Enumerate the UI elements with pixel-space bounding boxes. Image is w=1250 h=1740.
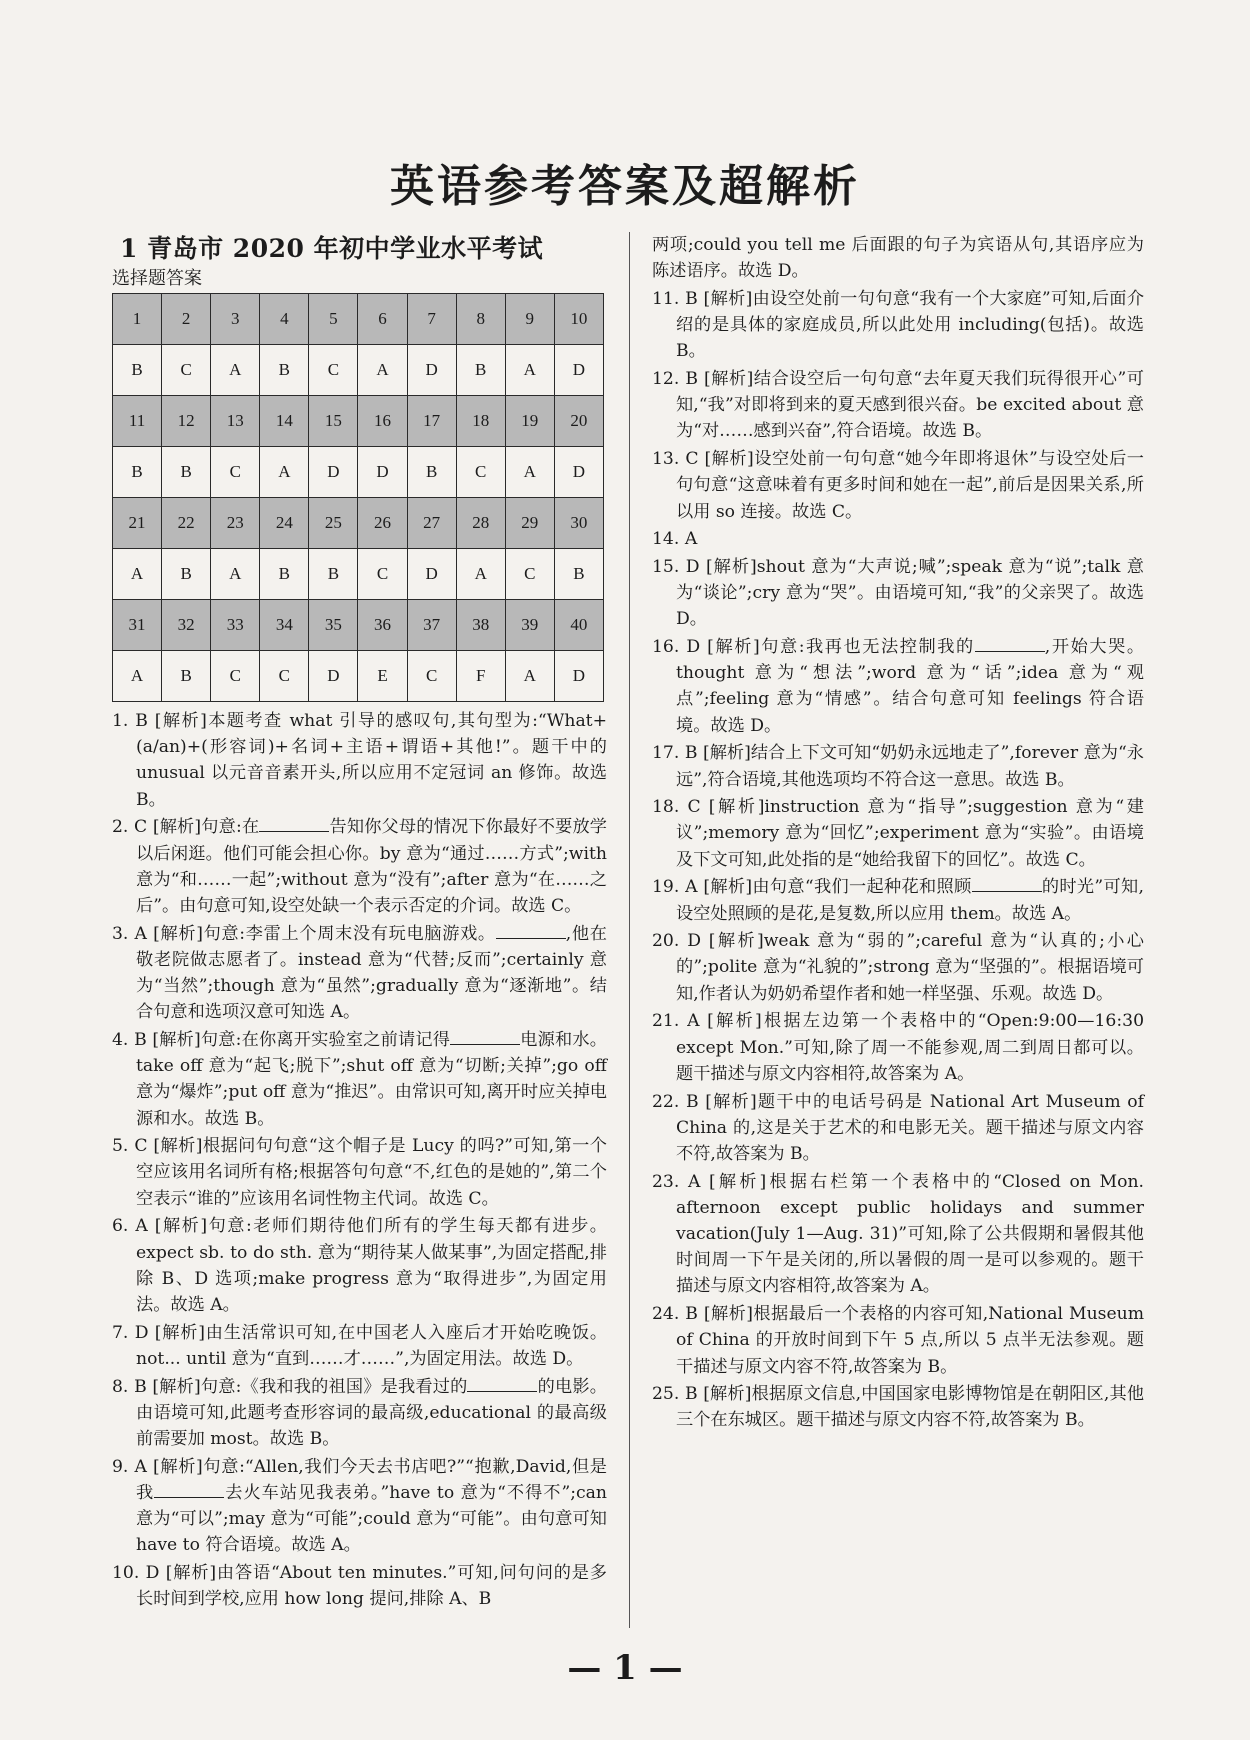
- question-number-cell: 21: [113, 498, 162, 549]
- answer-cell: D: [309, 447, 358, 498]
- entry-number: 18.: [652, 797, 680, 818]
- answer-cell: C: [211, 651, 260, 702]
- fill-in-blank: [450, 1030, 520, 1045]
- explanation-entry: [652, 874, 1144, 926]
- fill-in-blank: [467, 1377, 537, 1392]
- answer-cell: D: [407, 549, 456, 600]
- answer-cell: D: [554, 345, 603, 396]
- explanation-entry: [652, 446, 1144, 525]
- answer-cell: C: [211, 447, 260, 498]
- question-number-cell: 29: [505, 498, 554, 549]
- entry-text: B [解析]结合设空后一句句意“去年夏天我们玩得很开心”可知,“我”对即将到来的夏天感到很兴奋。be excited about 意为“对……感到兴奋”,符合语境。故选 B。: [676, 369, 1144, 442]
- answer-cell: B: [309, 549, 358, 600]
- question-number-cell: 28: [456, 498, 505, 549]
- left-column: [112, 232, 607, 1614]
- entry-number: 4.: [112, 1029, 129, 1050]
- entry-number: 13.: [652, 449, 680, 470]
- question-number-cell: 34: [260, 600, 309, 651]
- explanation-entry: [112, 1454, 607, 1559]
- answer-cell: A: [211, 549, 260, 600]
- entry-number: 20.: [652, 931, 680, 952]
- answer-cell: B: [407, 447, 456, 498]
- question-number-cell: 20: [554, 396, 603, 447]
- entry-text: B [解析]根据原文信息,中国国家电影博物馆是在朝阳区,其他三个在东城区。题干描述与原文内容不符,故答案为 B。: [676, 1384, 1145, 1431]
- explanation-entry: [652, 794, 1144, 873]
- question-number-cell: 5: [309, 294, 358, 345]
- explanation-entry: [652, 740, 1144, 792]
- explanation-entry: [112, 814, 607, 919]
- explanation-entry: [652, 526, 1144, 552]
- question-number-cell: 17: [407, 396, 456, 447]
- answer-row: [113, 447, 604, 498]
- fill-in-blank: [972, 877, 1042, 892]
- question-number-cell: 23: [211, 498, 260, 549]
- question-number-cell: 18: [456, 396, 505, 447]
- entry-number: 22.: [652, 1091, 680, 1112]
- entry-text: D [解析]由答语“About ten minutes.”可知,问句问的是多长时间到学校,应用 how long 提问,排除 A、B: [136, 1563, 607, 1610]
- entry-text: C [解析]设空处前一句句意“她今年即将退休”与设空处后一句句意“这意味着有更多时间和她在一起”,前后是因果关系,所以用 so 连接。故选 C。: [676, 449, 1144, 522]
- entry-text: D [解析]句意:我再也无法控制我的: [686, 637, 975, 658]
- entry-text: ,他在敬老院做志愿者了。instead 意为“代替;反而”;certainly 意为“当然”;though 意为“虽然”;gradually 意为“逐渐地”。结合句意和选项汉意可知选 A。: [136, 923, 607, 1023]
- answer-cell: C: [309, 345, 358, 396]
- answer-cell: B: [113, 447, 162, 498]
- answer-cell: A: [113, 651, 162, 702]
- entry-text: D [解析]weak 意为“弱的”;careful 意为“认真的;小心的”;polite 意为“礼貌的”;strong 意为“坚强的”。根据语境可知,作者认为奶奶希望作者和她一样坚强、乐观。故选 D。: [676, 931, 1144, 1004]
- explanation-entry: [652, 1169, 1144, 1300]
- answer-cell: B: [456, 345, 505, 396]
- entry-number: 15.: [652, 556, 680, 577]
- question-number-cell: 24: [260, 498, 309, 549]
- entry-number: 10.: [112, 1563, 140, 1583]
- question-number-row: [113, 396, 604, 447]
- question-number-cell: 27: [407, 498, 456, 549]
- entry-number: 7.: [112, 1322, 129, 1343]
- question-number-cell: 37: [407, 600, 456, 651]
- column-divider: [629, 232, 630, 1628]
- entry-number: 23.: [652, 1171, 680, 1192]
- entry-number: 24.: [652, 1304, 680, 1325]
- entry-number: 8.: [112, 1376, 129, 1397]
- question-number-row: [113, 600, 604, 651]
- answer-cell: A: [211, 345, 260, 396]
- question-number-cell: 9: [505, 294, 554, 345]
- question-number-cell: 36: [358, 600, 407, 651]
- answer-cell: F: [456, 651, 505, 702]
- question-number-cell: 16: [358, 396, 407, 447]
- entry-text: A [解析]根据右栏第一个表格中的“Closed on Mon. afternoon except public holidays and summer vacation(July 1—Aug. 31)”可知,除了公共假期和暑假其他时间周一下午是关闭的,所以暑假的周一是可以参观的。题干描述与原文内容相符,故答案为 A。: [676, 1171, 1145, 1297]
- answer-cell: A: [113, 549, 162, 600]
- fill-in-blank: [496, 924, 566, 939]
- answer-cell: C: [505, 549, 554, 600]
- question-number-cell: 32: [162, 600, 211, 651]
- explanation-entry: [112, 1027, 607, 1132]
- explanation-entry: [112, 1213, 607, 1318]
- entry-text: C [解析]instruction 意为“指导”;suggestion 意为“建议”;memory 意为“回忆”;experiment 意为“实验”。由语境及下文可知,此处指的是“她给我留下的回忆”。故选 C。: [676, 797, 1144, 870]
- answer-cell: C: [162, 345, 211, 396]
- question-number-cell: 2: [162, 294, 211, 345]
- explanation-entry: [112, 1320, 607, 1372]
- answer-row: [113, 651, 604, 702]
- question-number-cell: 1: [113, 294, 162, 345]
- right-entries: [652, 232, 1144, 1434]
- page-number: — 1 —: [567, 1648, 683, 1688]
- answer-cell: B: [554, 549, 603, 600]
- entry-text: D [解析]shout 意为“大声说;喊”;speak 意为“说”;talk 意为“谈论”;cry 意为“哭”。由语境可知,“我”的父亲哭了。故选 D。: [676, 556, 1144, 630]
- explanation-entry: [112, 1560, 607, 1612]
- entry-number: 6.: [112, 1216, 129, 1237]
- entry-text: 的电影。由语境可知,此题考查形容词的最高级,educational 的最高级前需要加 most。故选 B。: [136, 1376, 607, 1449]
- explanation-entry: [112, 1374, 607, 1453]
- fill-in-blank: [259, 817, 329, 832]
- entry-number: 14.: [652, 529, 680, 550]
- entry-text: 告知你父母的情况下你最好不要放学以后闲逛。他们可能会担心你。by 意为“通过……方式”;with 意为“和……一起”;without 意为“没有”;after 意为“在……之后”。由句意可知,设空处缺一个表示否定的介词。故选 C。: [136, 817, 607, 916]
- entry-number: 16.: [652, 637, 680, 658]
- explanation-entry: [112, 1133, 607, 1212]
- explanation-entry: [652, 232, 1144, 284]
- question-number-cell: 13: [211, 396, 260, 447]
- answer-cell: B: [162, 447, 211, 498]
- answer-table: [112, 293, 604, 702]
- answer-cell: C: [260, 651, 309, 702]
- question-number-cell: 35: [309, 600, 358, 651]
- entry-text: C [解析]根据问句句意“这个帽子是 Lucy 的吗?”可知,第一个空应该用名词所有格;根据答句句意“不,红色的是她的”,第二个空表示“谁的”应该用名词性物主代词。故选 C。: [134, 1136, 607, 1209]
- answer-cell: D: [554, 651, 603, 702]
- explanation-entry: [652, 554, 1144, 633]
- left-entries: [112, 708, 607, 1612]
- fill-in-blank: [975, 637, 1045, 652]
- question-number-cell: 12: [162, 396, 211, 447]
- entry-number: 12.: [652, 369, 680, 390]
- explanation-entry: [652, 1089, 1144, 1168]
- entry-number: 21.: [652, 1011, 680, 1032]
- entry-text: B [解析]结合上下文可知“奶奶永远地走了”,forever 意为“永远”,符合语境,其他选项均不符合这一意思。故选 B。: [676, 743, 1144, 790]
- question-number-cell: 8: [456, 294, 505, 345]
- entry-text: A [解析]由句意“我们一起种花和照顾: [685, 877, 972, 898]
- answer-cell: A: [505, 345, 554, 396]
- answer-cell: A: [505, 651, 554, 702]
- answer-cell: E: [358, 651, 407, 702]
- question-number-cell: 3: [211, 294, 260, 345]
- question-number-row: [113, 498, 604, 549]
- question-number-cell: 15: [309, 396, 358, 447]
- question-number-cell: 39: [505, 600, 554, 651]
- entry-text: A [解析]句意:老师们期待他们所有的学生每天都有进步。expect sb. to do sth. 意为“期待某人做某事”,为固定搭配,排除 B、D 选项;make progress 意为“取得进步”,为固定用法。故选 A。: [135, 1216, 607, 1315]
- entry-number: 2.: [112, 817, 129, 838]
- entry-text: 两项;could you tell me 后面跟的句子为宾语从句,其语序应为陈述语序。故选 D。: [652, 235, 1144, 282]
- explanation-entry: [652, 286, 1144, 365]
- question-number-cell: 40: [554, 600, 603, 651]
- entry-text: A: [684, 529, 698, 550]
- question-number-cell: 11: [113, 396, 162, 447]
- entry-number: 25.: [652, 1384, 680, 1405]
- entry-number: 5.: [112, 1136, 129, 1157]
- answer-cell: B: [260, 345, 309, 396]
- question-number-cell: 22: [162, 498, 211, 549]
- entry-text: B [解析]句意:在你离开实验室之前请记得: [134, 1029, 451, 1050]
- question-number-cell: 33: [211, 600, 260, 651]
- question-number-cell: 38: [456, 600, 505, 651]
- question-number-cell: 26: [358, 498, 407, 549]
- explanation-entry: [652, 1008, 1144, 1087]
- page-title: 英语参考答案及超解析: [390, 161, 860, 212]
- entry-text: A [解析]句意:李雷上个周末没有玩电脑游戏。: [134, 923, 496, 944]
- entry-number: 3.: [112, 923, 129, 944]
- question-number-cell: 31: [113, 600, 162, 651]
- answer-cell: C: [407, 651, 456, 702]
- answer-cell: B: [113, 345, 162, 396]
- explanation-entry: [112, 708, 607, 813]
- entry-text: 电源和水。take off 意为“起飞;脱下”;shut off 意为“切断;关掉”;go off 意为“爆炸”;put off 意为“推迟”。由常识可知,离开时应关掉电源和水。故选 B。: [136, 1029, 607, 1129]
- entry-number: 9.: [112, 1456, 129, 1477]
- answer-cell: A: [456, 549, 505, 600]
- entry-text: B [解析]由设空处前一句句意“我有一个大家庭”可知,后面介绍的是具体的家庭成员,所以此处用 including(包括)。故选 B。: [676, 288, 1145, 362]
- entry-text: B [解析]句意:《我和我的祖国》是我看过的: [134, 1376, 468, 1397]
- question-number-cell: 25: [309, 498, 358, 549]
- explanation-entry: [112, 921, 607, 1026]
- explanation-entry: [652, 634, 1144, 739]
- entry-text: D [解析]由生活常识可知,在中国老人入座后才开始吃晚饭。not... until 意为“直到……才……”,为固定用法。故选 D。: [134, 1322, 608, 1369]
- question-number-cell: 6: [358, 294, 407, 345]
- answer-cell: B: [162, 651, 211, 702]
- entry-number: 19.: [652, 877, 680, 898]
- explanation-entry: [652, 1301, 1144, 1380]
- entry-text: ,开始大哭。thought 意为“想法”;word 意为“话”;idea 意为“观点”;feeling 意为“情感”。结合句意可知 feelings 符合语境。故选 D。: [676, 637, 1145, 736]
- right-column: [652, 232, 1144, 1435]
- entry-number: 1.: [112, 711, 129, 731]
- answer-cell: D: [309, 651, 358, 702]
- entry-number: 11.: [652, 288, 680, 309]
- entry-text: C [解析]句意:在: [134, 817, 260, 838]
- answer-row: [113, 345, 604, 396]
- question-number-row: [113, 294, 604, 345]
- explanation-entry: [652, 1381, 1144, 1433]
- question-number-cell: 30: [554, 498, 603, 549]
- entry-text: A [解析]句意:“Allen,我们今天去书店吧?”“抱歉,David,但是我: [134, 1456, 607, 1503]
- question-number-cell: 14: [260, 396, 309, 447]
- question-number-cell: 10: [554, 294, 603, 345]
- answer-cell: D: [554, 447, 603, 498]
- choice-answers-label: 选择题答案: [112, 268, 202, 289]
- entry-number: 17.: [652, 743, 680, 764]
- answer-cell: A: [505, 447, 554, 498]
- entry-text: B [解析]根据最后一个表格的内容可知,National Museum of China 的开放时间到下午 5 点,所以 5 点半无法参观。题干描述与原文内容不符,故答案为 B。: [676, 1304, 1144, 1377]
- answer-cell: B: [162, 549, 211, 600]
- explanation-entry: [652, 366, 1144, 445]
- entry-text: 去火车站见我表弟。”have to 意为“不得不”;can 意为“可以”;may 意为“可能”;could 意为“可能”。由句意可知 have to 符合语境。故选 A。: [136, 1482, 607, 1556]
- answer-cell: A: [260, 447, 309, 498]
- question-number-cell: 19: [505, 396, 554, 447]
- entry-text: B [解析]本题考查 what 引导的感叹句,其句型为:“What+(a/an)+(形容词)+名词+主语+谓语+其他!”。题干中的 unusual 以元音音素开头,所以应用不定冠词 an 修饰。故选 B。: [135, 711, 607, 810]
- answer-cell: B: [260, 549, 309, 600]
- entry-text: 的时光”可知,设空处照顾的是花,是复数,所以应用 them。故选 A。: [676, 877, 1144, 924]
- answer-cell: D: [358, 447, 407, 498]
- entry-text: A [解析]根据左边第一个表格中的“Open:9:00—16:30 except Mon.”可知,除了周一不能参观,周二到周日都可以。题干描述与原文内容相符,故答案为 A。: [676, 1011, 1145, 1084]
- answer-row: [113, 549, 604, 600]
- answer-cell: C: [358, 549, 407, 600]
- explanation-entry: [652, 928, 1144, 1007]
- question-number-cell: 4: [260, 294, 309, 345]
- entry-text: B [解析]题干中的电话号码是 National Art Museum of China 的,这是关于艺术的和电影无关。题干描述与原文内容不符,故答案为 B。: [676, 1091, 1144, 1164]
- answer-cell: C: [456, 447, 505, 498]
- question-number-cell: 7: [407, 294, 456, 345]
- section-title: 1 青岛市 2020 年初中学业水平考试: [120, 234, 544, 263]
- fill-in-blank: [154, 1483, 224, 1498]
- answer-cell: D: [407, 345, 456, 396]
- answer-cell: A: [358, 345, 407, 396]
